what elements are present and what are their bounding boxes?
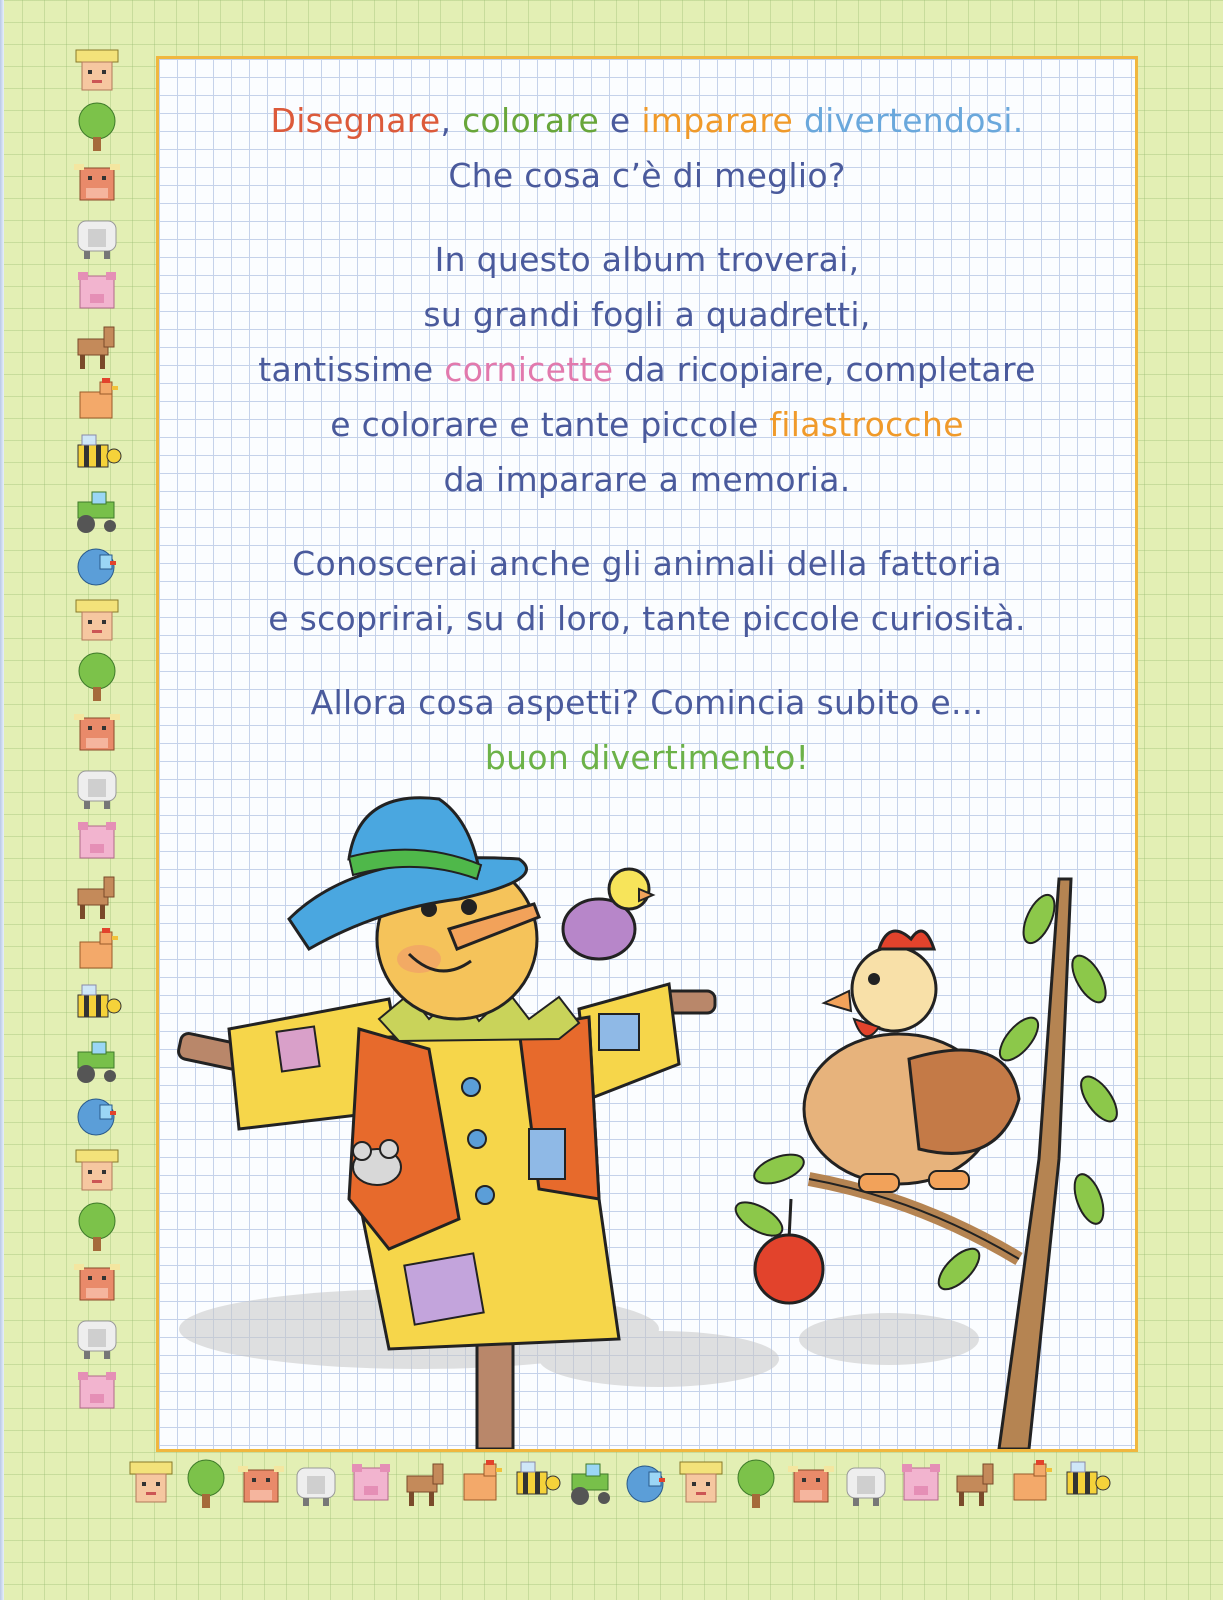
album-line-3-end: da ricopiare, completare: [613, 350, 1036, 389]
farm-illustration: [159, 779, 1135, 1449]
separator: e: [599, 101, 642, 140]
word-filastrocche: filastrocche: [769, 405, 964, 444]
pig-icon: [70, 264, 124, 318]
hen-icon: [1004, 1456, 1058, 1510]
tree-icon: [70, 1199, 124, 1253]
pig-icon: [894, 1456, 948, 1510]
cow-icon: [234, 1456, 288, 1510]
word-divertendosi: divertendosi.: [803, 101, 1024, 140]
word-imparare: imparare: [641, 101, 794, 140]
album-line-4-start: e colorare e tante piccole: [330, 405, 770, 444]
horse-icon: [70, 319, 124, 373]
tree-icon: [70, 649, 124, 703]
turkey-icon: [70, 539, 124, 593]
closing-line-1: Allora cosa aspetti? Comincia subito e...: [310, 683, 984, 722]
farmer-icon: [674, 1456, 728, 1510]
tractor-icon: [70, 484, 124, 538]
bee-icon: [70, 979, 124, 1033]
farmer-icon: [70, 44, 124, 98]
separator: [793, 101, 804, 140]
horse-icon: [399, 1456, 453, 1510]
cow-icon: [784, 1456, 838, 1510]
cow-icon: [70, 704, 124, 758]
album-line-1: In questo album troverai,: [434, 240, 860, 279]
hen-icon: [454, 1456, 508, 1510]
tree-icon: [70, 99, 124, 153]
paragraph-intro: [159, 93, 1135, 203]
turkey-icon: [70, 1089, 124, 1143]
intro-text: [159, 93, 1135, 814]
pig-icon: [344, 1456, 398, 1510]
decorative-border-left: [64, 44, 130, 1480]
decorative-border-bottom: [124, 1456, 1144, 1520]
album-line-2: su grandi fogli a quadretti,: [423, 295, 871, 334]
paragraph-closing: [159, 675, 1135, 785]
album-line-3-start: tantissime: [258, 350, 445, 389]
cow-icon: [70, 154, 124, 208]
farmer-icon: [124, 1456, 178, 1510]
turkey-icon: [619, 1456, 673, 1510]
hen-icon: [70, 924, 124, 978]
farmer-icon: [70, 1144, 124, 1198]
horse-icon: [70, 869, 124, 923]
closing-line-2: buon divertimento!: [484, 738, 810, 777]
sheep-icon: [70, 209, 124, 263]
tractor-icon: [70, 1034, 124, 1088]
separator: ,: [440, 101, 463, 140]
sheep-icon: [70, 759, 124, 813]
paper-edge: [0, 0, 4, 1600]
tractor-icon: [564, 1456, 618, 1510]
tree-icon: [179, 1456, 233, 1510]
word-disegnare: Disegnare: [270, 101, 441, 140]
farmer-icon: [70, 594, 124, 648]
hen-illustration: [804, 931, 1019, 1192]
word-cornicette: cornicette: [444, 350, 614, 389]
hen-icon: [70, 374, 124, 428]
intro-question: Che cosa c’è di meglio?: [448, 156, 846, 195]
album-line-5: da imparare a memoria.: [443, 460, 851, 499]
sheep-icon: [289, 1456, 343, 1510]
bee-icon: [70, 429, 124, 483]
animals-line-1: Conoscerai anche gli animali della fattoria: [292, 544, 1002, 583]
sheep-icon: [839, 1456, 893, 1510]
animals-line-2: e scoprirai, su di loro, tante piccole curiosità.: [268, 599, 1026, 638]
bee-icon: [1059, 1456, 1113, 1510]
paragraph-album: [159, 232, 1135, 507]
grid-page: [156, 56, 1138, 1452]
pig-icon: [70, 1364, 124, 1418]
bee-icon: [509, 1456, 563, 1510]
sheep-icon: [70, 1309, 124, 1363]
cow-icon: [70, 1254, 124, 1308]
pig-icon: [70, 814, 124, 868]
word-colorare: colorare: [462, 101, 600, 140]
paragraph-animals: [159, 536, 1135, 646]
horse-icon: [949, 1456, 1003, 1510]
tree-icon: [729, 1456, 783, 1510]
